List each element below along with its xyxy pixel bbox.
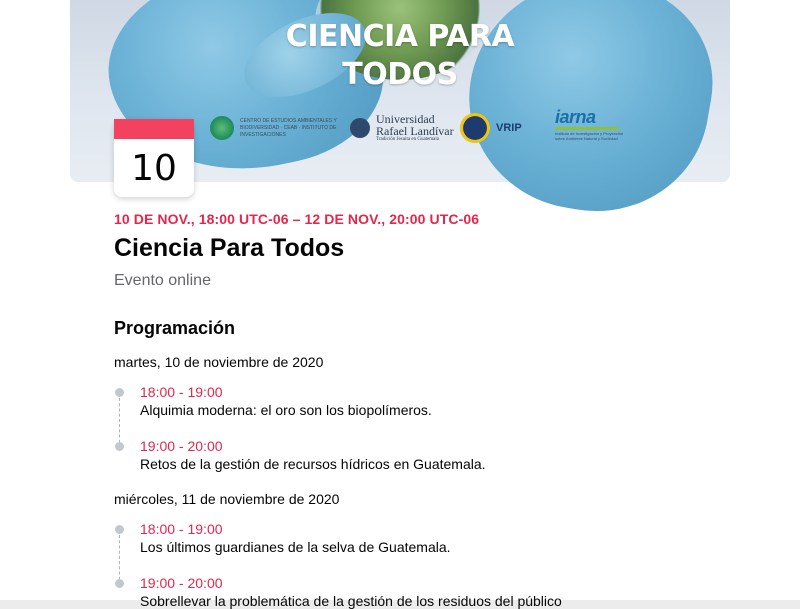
- schedule-session: [114, 438, 714, 478]
- calendar-date-badge: [114, 119, 194, 197]
- vrip-emblem-icon: [460, 113, 490, 143]
- calendar-badge-day: 10: [131, 147, 177, 189]
- session-title: Retos de la gestión de recursos hídricos en Guatemala.: [140, 456, 486, 472]
- schedule-day-timeline: [114, 384, 714, 484]
- logo-ceab-text: CENTRO DE ESTUDIOS AMBIENTALES Y BIODIVERSIDAD · CEAB · INSTITUTO DE INVESTIGACIONES: [240, 117, 337, 138]
- schedule-day-label: martes, 10 de noviembre de 2020: [114, 354, 324, 370]
- schedule-day-label: miércoles, 11 de noviembre de 2020: [114, 491, 340, 507]
- session-time: 19:00 - 20:00: [140, 438, 223, 454]
- session-title: Sobrellevar la problemática de la gestión de los residuos del público: [140, 593, 562, 609]
- session-title: Los últimos guardianes de la selva de Guatemala.: [140, 539, 451, 555]
- timeline-dot-icon: [115, 525, 124, 534]
- schedule-session: [114, 521, 714, 561]
- logo-iarna-text: iarna: [555, 107, 596, 127]
- schedule-session: [114, 575, 714, 609]
- logo-vrip-text: VRIP: [496, 122, 522, 134]
- session-time: 18:00 - 19:00: [140, 384, 223, 400]
- logo-iarna: [555, 108, 625, 148]
- logo-vrip: [460, 108, 522, 148]
- timeline-dot-icon: [115, 388, 124, 397]
- logo-url-line1: Universidad: [376, 112, 435, 126]
- logo-url-line2: Rafael Landívar: [376, 124, 454, 138]
- logo-url-sub: Tradición Jesuita en Guatemala: [376, 137, 439, 142]
- schedule-day-timeline: [114, 521, 714, 609]
- university-seal-icon: [350, 118, 370, 138]
- banner-title-line2: TODOS: [342, 57, 458, 92]
- event-date-range: 10 DE NOV., 18:00 UTC-06 – 12 DE NOV., 20:00 UTC-06: [114, 211, 480, 227]
- session-title: Alquimia moderna: el oro son los biopolímeros.: [140, 402, 432, 418]
- timeline-dot-icon: [115, 442, 124, 451]
- session-time: 19:00 - 20:00: [140, 575, 223, 591]
- globe-icon: [210, 116, 234, 140]
- session-time: 18:00 - 19:00: [140, 521, 223, 537]
- schedule-heading: Programación: [114, 318, 236, 338]
- logo-iarna-bar: [555, 127, 619, 130]
- event-type: Evento online: [114, 272, 211, 289]
- logo-iarna-sub: Instituto de Investigación y Proyección sobre Ambiente Natural y Sociedad: [555, 131, 624, 141]
- sponsor-logos: [170, 108, 730, 148]
- calendar-badge-header: [114, 119, 194, 139]
- banner-title-line1: CIENCIA PARA: [285, 19, 515, 54]
- timeline-dot-icon: [115, 579, 124, 588]
- logo-universidad-rafael-landivar: [350, 108, 454, 148]
- schedule-session: [114, 384, 714, 424]
- logo-ceab: [210, 108, 350, 148]
- event-title: Ciencia Para Todos: [114, 234, 345, 262]
